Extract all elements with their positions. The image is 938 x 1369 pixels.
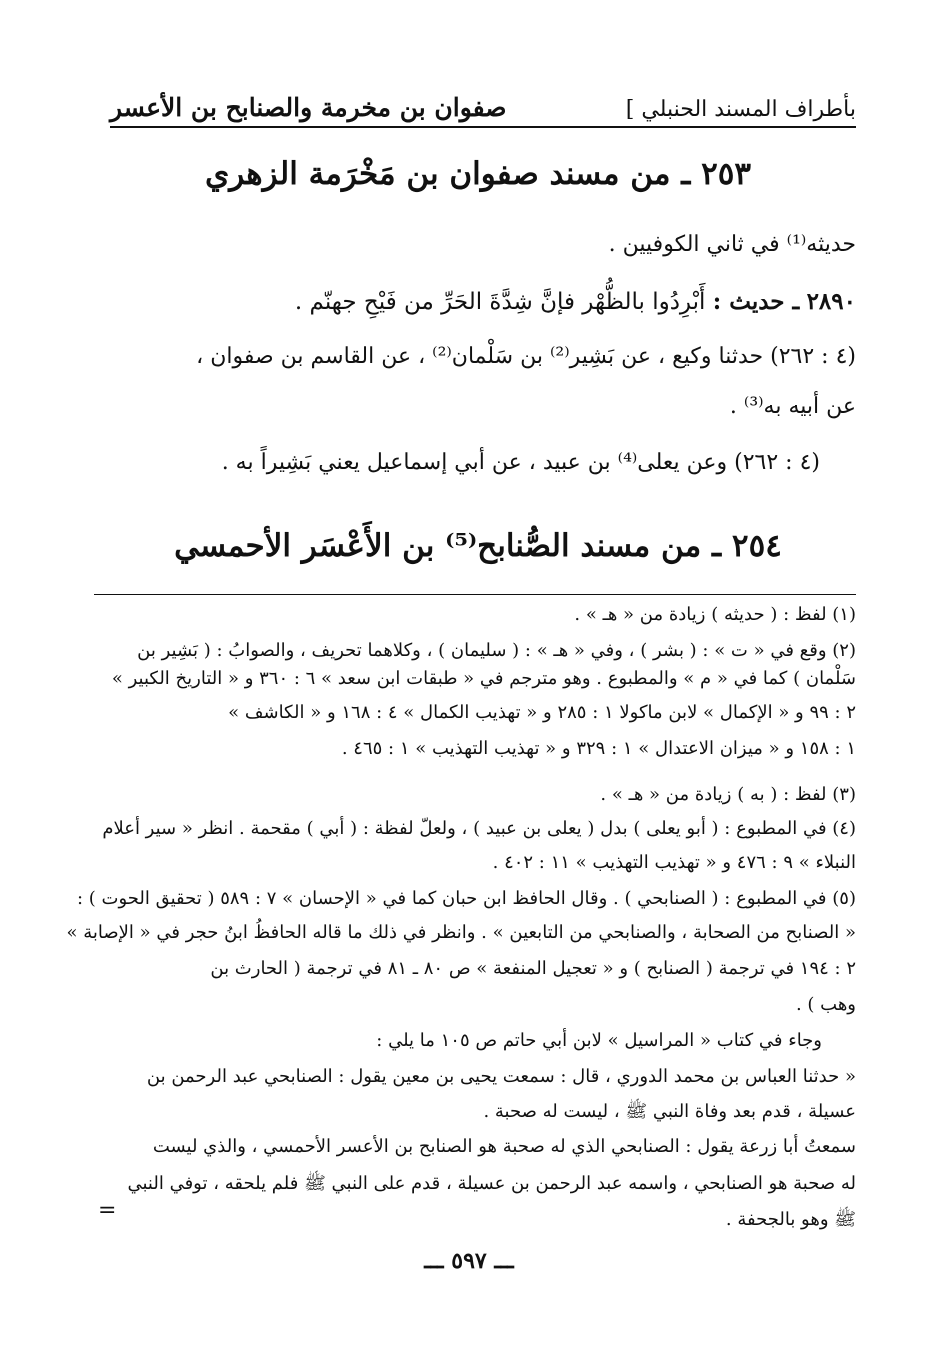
- page-header: [110, 82, 856, 128]
- footnote-line: (٤) في المطبوع : ( أبو يعلى ) بدل ( يعلى بن عبيد ) ، ولعلّ لفظة : ( أبي ) مقحمة . انظر « سير أعلام: [102, 818, 856, 839]
- hadith-intro: حديثه⁽¹⁾ في ثاني الكوفيين .: [608, 232, 856, 257]
- chain-line-1a: (٤ : ٢٦٢) حدثنا وكيع ، عن بَشِير⁽²⁾ بن سَلْمان⁽²⁾ ، عن القاسم بن صفوان ،: [196, 344, 856, 369]
- footnote-line: ٢ : ١٩٤ في ترجمة ( الصنابح ) و « تعجيل المنفعة » ص ٨٠ ـ ٨١ في ترجمة ( الحارث بن: [210, 958, 856, 979]
- footnote-line: سمعتُ أبا زرعة يقول : الصنابحي الذي له صحبة هو الصنابح بن الأعسر الأحمسي ، والذي ليست: [152, 1136, 856, 1157]
- footnote-line: (٣) لفظ : ( به ) زيادة من « هـ » .: [600, 784, 856, 805]
- book-title: بأطراف المسند الحنبلي ]: [625, 97, 856, 122]
- footnote-line: ﷺ وهو بالجحفة .: [725, 1209, 856, 1230]
- footnote-line: ٢ : ٩٩ و « الإكمال » لابن ماكولا ١ : ٢٨٥ و « تهذيب الكمال » ٤ : ١٦٨ و « الكاشف »: [228, 702, 856, 723]
- footnote-line: عسيلة ، قدم بعد وفاة النبي ﷺ ، ليست له صحبة .: [483, 1101, 856, 1122]
- footnote-divider: [94, 594, 856, 595]
- footnote-line: (٢) وقع في « ت » : ( بشر ) ، وفي « هـ » : ( سليمان ) ، وكلاهما تحريف ، والصوابُ : ( بَشِير بن: [137, 640, 856, 661]
- hadith-line: [100, 288, 856, 315]
- running-title: صفوان بن مخرمة والصنابح بن الأعسر: [110, 93, 507, 122]
- section-heading-253: ٢٥٣ ـ من مسند صفوان بن مَخْرَمة الزهري: [204, 156, 752, 192]
- footnote-line: سَلْمان ) كما في « م » والمطبوع . وهو مترجم في « طبقات ابن سعد » ٦ : ٣٦٠ و « التاريخ الكبير »: [111, 668, 856, 689]
- footnote-line: « حدثنا العباس بن محمد الدوري ، قال : سمعت يحيى بن معين يقول : الصنابحي عبد الرحمن بن: [146, 1066, 856, 1087]
- chain-line-1b: عن أبيه به⁽³⁾ .: [729, 394, 856, 419]
- hadith-text: أَبْرِدُوا بالظُّهْر فإنَّ شِدَّةَ الحَرِّ من فَيْحِ جهنّم .: [294, 289, 706, 315]
- section-heading-254: ٢٥٤ ـ من مسند الصُّنابح⁽⁵⁾ بن الأَعْسَر الأحمسي: [174, 528, 782, 564]
- chain-line-2: (٤ : ٢٦٢) وعن يعلى⁽⁴⁾ بن عبيد ، عن أبي إسماعيل يعني بَشِيراً به .: [221, 450, 820, 475]
- footnote-line: (١) لفظ : ( حديثه ) زيادة من « هـ » .: [574, 604, 856, 625]
- footnote-line: ١ : ١٥٨ و « ميزان الاعتدال » ١ : ٣٢٩ و « تهذيب التهذيب » ١ : ٤٦٥ .: [341, 738, 856, 759]
- page-number: ـــ ٥٩٧ ـــ: [424, 1248, 514, 1274]
- footnote-line: وجاء في كتاب « المراسيل » لابن أبي حاتم ص ١٠٥ ما يلي :: [376, 1030, 822, 1051]
- footnote-line: النبلاء » ٩ : ٤٧٦ و « تهذيب التهذيب » ١١ : ٤٠٢ .: [492, 852, 856, 873]
- footnote-line: « الصنابح من الصحابة ، والصنابحي من التابعين » . وانظر في ذلك ما قاله الحافظُ ابنُ حجر في « الإصابة »: [66, 922, 856, 943]
- hadith-label: ـ حديث :: [712, 288, 800, 315]
- hadith-number: ٢٨٩٠: [806, 288, 856, 315]
- footnote-line: له صحبة هو الصنابحي ، واسمه عبد الرحمن بن عسيلة ، قدم على النبي ﷺ فلم يلحقه ، توفي النبي: [127, 1173, 856, 1194]
- footnote-line: (٥) في المطبوع : ( الصنابحي ) . وقال الحافظ ابن حبان كما في « الإحسان » ٧ : ٥٨٩ ( تحقيق الحوت ) :: [76, 888, 856, 909]
- continuation-mark: =: [98, 1198, 117, 1223]
- footnote-line: وهب ) .: [795, 994, 856, 1015]
